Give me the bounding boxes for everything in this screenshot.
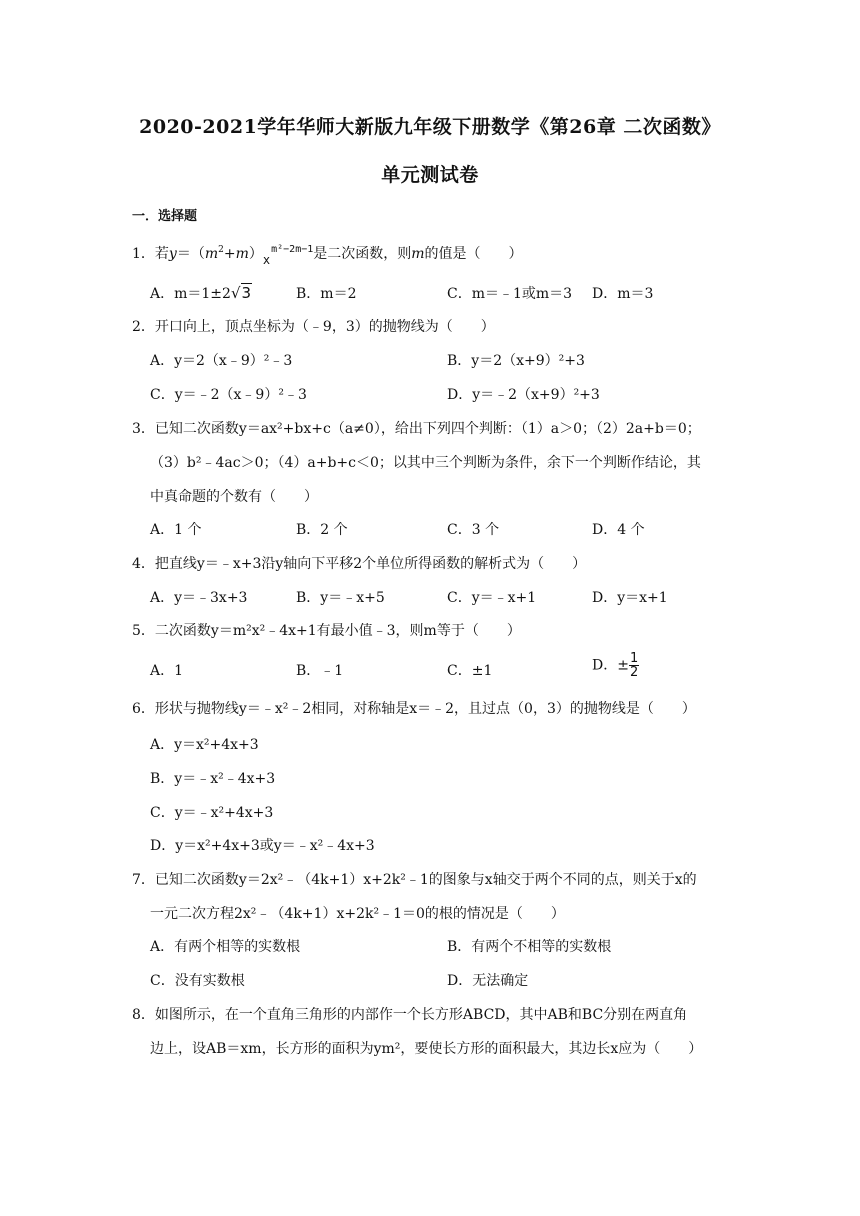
question-6-option-b: B．y＝﹣x²﹣4x+3 bbox=[150, 771, 276, 787]
power-expression: $x^{m^2-2m-1}$ bbox=[262, 244, 314, 267]
fraction-half: $\frac{1}{2}$ bbox=[629, 651, 639, 680]
sqrt-symbol: √3 bbox=[230, 284, 252, 302]
question-4-stem: 4．把直线y＝﹣x+3沿y轴向下平移2个单位所得函数的解析式为（ ） bbox=[132, 556, 587, 572]
question-3-line-2: （3）b²﹣4ac＞0；（4）a+b+c＜0；以其中三个判断为条件，余下一个判断作结论，其 bbox=[150, 455, 701, 471]
question-6-option-c: C．y＝﹣x²+4x+3 bbox=[150, 805, 274, 821]
question-8-line-2: 边上，设AB＝xm，长方形的面积为ym²，要使长方形的面积最大，其边长x应为（ ） bbox=[150, 1041, 703, 1057]
question-4-option-a: A．y＝﹣3x+3 bbox=[150, 590, 248, 606]
section-heading: 一．选择题 bbox=[132, 209, 198, 224]
page-subtitle: 单元测试卷 bbox=[381, 164, 479, 186]
question-3-option-c: C．3 个 bbox=[447, 522, 500, 538]
question-2-option-b: B．y＝2（x+9）²+3 bbox=[447, 353, 585, 369]
question-6-option-d: D．y＝x²+4x+3或y＝﹣x²﹣4x+3 bbox=[150, 838, 375, 854]
question-4-option-d: D．y＝x+1 bbox=[592, 590, 668, 606]
question-3-option-a: A．1 个 bbox=[150, 522, 202, 538]
question-7-option-d: D．无法确定 bbox=[447, 973, 529, 989]
question-7-option-c: C．没有实数根 bbox=[150, 973, 245, 989]
question-2-option-a: A．y＝2（x﹣9）²﹣3 bbox=[150, 353, 293, 369]
question-4-option-c: C．y＝﹣x+1 bbox=[447, 590, 537, 606]
question-3-option-d: D．4 个 bbox=[592, 522, 645, 538]
question-2-option-c: C．y＝﹣2（x﹣9）²﹣3 bbox=[150, 387, 307, 403]
question-5-option-a: A．1 bbox=[150, 663, 184, 679]
question-6-stem: 6．形状与抛物线y＝﹣x²﹣2相同，对称轴是x＝﹣2，且过点（0，3）的抛物线是（ ） bbox=[132, 701, 696, 717]
question-2-stem: 2．开口向上，顶点坐标为（﹣9，3）的抛物线为（ ） bbox=[132, 319, 495, 335]
question-7-option-a: A．有两个相等的实数根 bbox=[150, 939, 301, 955]
question-1-option-c: C．m＝﹣1或m＝3 bbox=[447, 286, 573, 302]
question-2-option-d: D．y＝﹣2（x+9）²+3 bbox=[447, 387, 600, 403]
question-1-option-b: B．m＝2 bbox=[296, 286, 357, 302]
question-1-stem: 1．若$y=(m^2+m)x^{m^2-2m-1}$是二次函数，则m的值是（ ） bbox=[132, 244, 523, 267]
question-1-option-d: D．m＝3 bbox=[592, 286, 654, 302]
question-7-option-b: B．有两个不相等的实数根 bbox=[447, 939, 612, 955]
question-1-option-a: A．m＝1±2√3 bbox=[150, 284, 252, 302]
question-3-line-1: 3．已知二次函数y＝ax²+bx+c（a≠0），给出下列四个判断：（1）a＞0；（2）2a+b＝0； bbox=[132, 421, 701, 437]
question-5-option-b: B．﹣1 bbox=[296, 663, 344, 679]
question-5-stem: 5．二次函数y＝m²x²﹣4x+1有最小值﹣3，则m等于（ ） bbox=[132, 623, 521, 639]
question-5-option-d: D．± $\frac{1}{2}$ bbox=[592, 651, 639, 680]
question-6-option-a: A．y＝x²+4x+3 bbox=[150, 737, 259, 753]
question-3-line-3: 中真命题的个数有（ ） bbox=[150, 489, 318, 505]
question-7-line-1: 7．已知二次函数y＝2x²﹣（4k+1）x+2k²﹣1的图象与x轴交于两个不同的点，则关于x的 bbox=[132, 872, 697, 888]
page-title: 2020-2021学年华师大新版九年级下册数学《第26章 二次函数》 bbox=[139, 116, 721, 138]
question-4-option-b: B．y＝﹣x+5 bbox=[296, 590, 385, 606]
question-5-option-c: C．±1 bbox=[447, 663, 493, 679]
question-7-line-2: 一元二次方程2x²﹣（4k+1）x+2k²﹣1＝0的根的情况是（ ） bbox=[150, 906, 565, 922]
question-8-line-1: 8．如图所示，在一个直角三角形的内部作一个长方形ABCD，其中AB和BC分别在两直角 bbox=[132, 1007, 688, 1023]
question-3-option-b: B．2 个 bbox=[296, 522, 348, 538]
